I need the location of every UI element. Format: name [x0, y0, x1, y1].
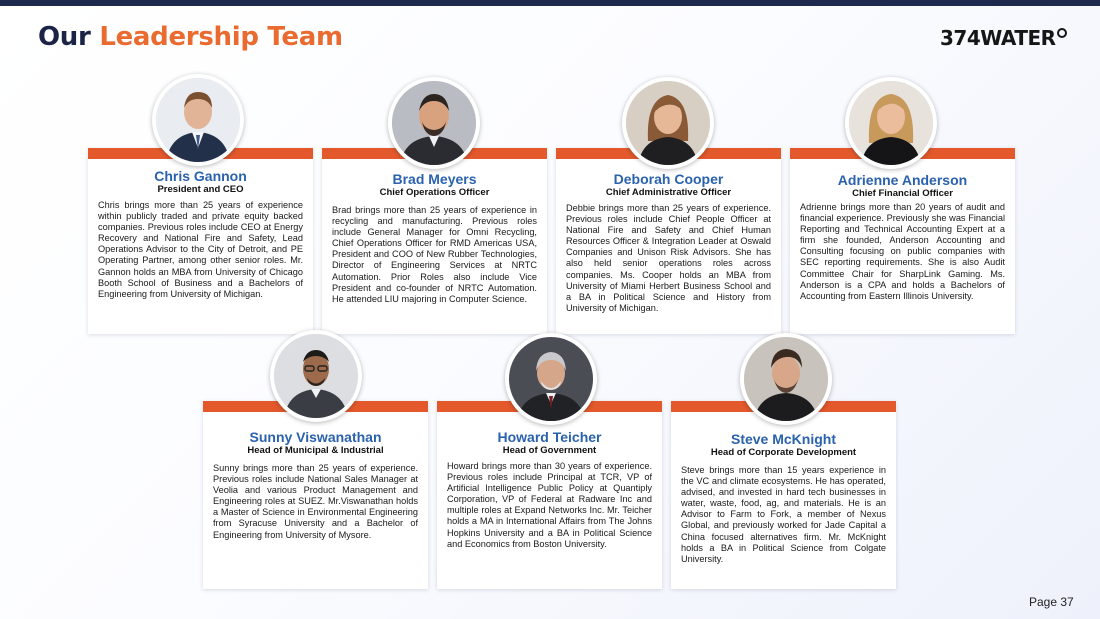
page-number: Page 37: [1029, 595, 1074, 609]
member-role: Head of Corporate Development: [710, 447, 857, 458]
member-name: Adrienne Anderson: [837, 172, 968, 188]
logo-text: 374WATER: [940, 26, 1056, 50]
team-card-deborah-cooper: [556, 148, 781, 334]
member-role: Chief Administrative Officer: [605, 187, 732, 198]
title-prefix: Our: [38, 22, 91, 52]
member-name: Brad Meyers: [392, 171, 477, 187]
portrait-howard-teicher-icon: [505, 333, 597, 425]
member-bio: Chris brings more than 25 years of experience within publicly traded and private equity backed companies. Previous roles include CEO at Energy Recovery and National Fire and Safety, Lead Operations Advisor to the City of Detroit, and PE Operating Partner, among other senior roles. Mr. Gannon holds an MBA from University of Chicago Booth School of Business and a Bachelors of Engineering from University of Michigan.: [98, 200, 303, 299]
portrait-brad-meyers-icon: [388, 77, 480, 169]
portrait-adrienne-anderson-icon: [845, 77, 937, 169]
top-accent-bar: [0, 0, 1100, 6]
portrait-deborah-cooper-icon: [622, 77, 714, 169]
portrait-chris-gannon-icon: [152, 74, 244, 166]
title-accent: Leadership Team: [99, 22, 343, 52]
page-title: [38, 22, 343, 52]
team-card-steve-mcknight: [671, 401, 896, 589]
member-role: President and CEO: [157, 184, 244, 195]
team-card-howard-teicher: [437, 401, 662, 589]
member-bio: Steve brings more than 15 years experience in the VC and climate ecosystems. He has operated, advised, and invested in hard tech businesses in water, waste, food, ag, and materials. He is an Advisor to Farm to Fork, a member of Nexus Global, and previously worked for Jade Capital a China focused alternatives firm. Mr. McKnight holds a BA in Political Science from Colgate University.: [681, 465, 886, 564]
member-name: Deborah Cooper: [613, 171, 724, 187]
member-bio: Howard brings more than 30 years of experience. Previous roles include Principal at TCR, VP of Artificial Intelligence Public Policy at Quantiply Corporation, VP of Federal at Radware Inc and multiple roles at Expand Networks Inc. Mr. Teicher holds a MA in International Affairs from The Johns Hopkins University and a BA in Political Science and Economics from Boston University.: [447, 461, 652, 549]
member-role: Chief Financial Officer: [852, 188, 953, 199]
member-role: Head of Municipal & Industrial: [247, 445, 384, 456]
member-name: Sunny Viswanathan: [249, 429, 382, 445]
team-card-sunny-viswanathan: [203, 401, 428, 589]
team-card-chris-gannon: [88, 148, 313, 334]
member-bio: Debbie brings more than 25 years of experience. Previous roles include Chief People Officer at National Fire and Safety and Chief Human Resources Officer & Integration Leader at Oswald Companies and Unison Risk Advisors. She has also held senior operations roles across companies. Ms. Cooper holds an MBA from University of Miami Herbert Business School and a BA in Political Science and History from University of Michigan.: [566, 203, 771, 313]
portrait-sunny-viswanathan-icon: [270, 330, 362, 422]
logo-degree-icon: [1057, 28, 1067, 38]
member-role: Head of Government: [502, 445, 597, 456]
member-name: Howard Teicher: [497, 429, 602, 445]
member-bio: Brad brings more than 25 years of experience in recycling and manufacturing. Previous roles include General Manager for Omni Recycling, Chief Operations Officer for RMD Americas USA, President and COO of New Rubber Technologies, Director of Engineering Services at NRTC Automation. Prior Roles also include Vice President and co-founder of NRTC Automation. He attended LIU majoring in Computer Science.: [332, 205, 537, 304]
team-card-brad-meyers: [322, 148, 547, 334]
member-bio: Adrienne brings more than 20 years of audit and financial experience. Previously she was Financial Reporting and Technical Accounting Expert at a firm she founded, Anderson Accounting and Consulting focusing on public companies with SEC reporting requirements. She is also Audit Committee Chair for SharpLink Gaming. Ms. Anderson is a CPA and holds a Bachelors of Accounting from Eastern Illinois University.: [800, 202, 1005, 301]
portrait-steve-mcknight-icon: [740, 333, 832, 425]
member-role: Chief Operations Officer: [379, 187, 490, 198]
company-logo: [940, 26, 1067, 50]
team-card-adrienne-anderson: [790, 148, 1015, 334]
member-bio: Sunny brings more than 25 years of experience. Previous roles include National Sales Manager at Veolia and various Product Management and Engineering roles at SUEZ. Mr.Viswanathan holds a Master of Science in Environmental Engineering from Syracuse University and a Bachelor of Engineering from University of Mysore.: [213, 463, 418, 540]
member-name: Steve McKnight: [730, 431, 836, 447]
member-name: Chris Gannon: [154, 168, 247, 184]
